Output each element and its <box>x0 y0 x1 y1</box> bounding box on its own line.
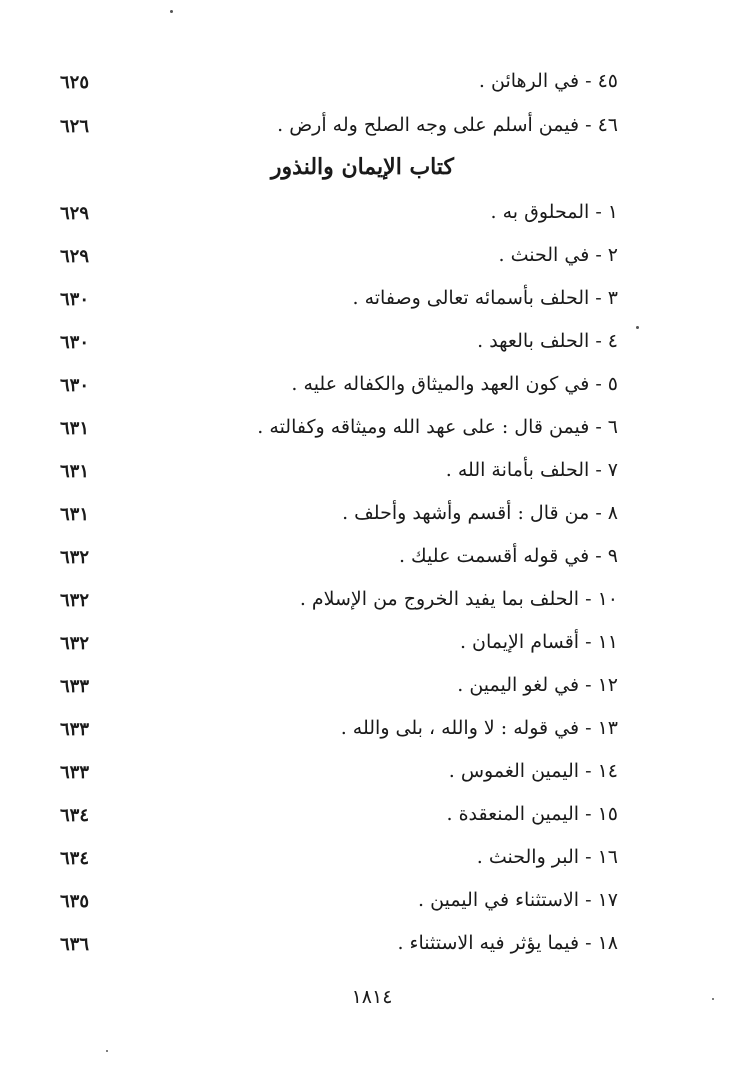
toc-entry-page-number: ٦٢٩ <box>60 246 90 267</box>
toc-entry <box>40 584 630 614</box>
print-speck <box>712 998 714 1000</box>
toc-entry-title: ٨ - من قال : أقسم وأشهد وأحلف . <box>342 502 618 524</box>
toc-entry-title: ٦ - فيمن قال : على عهد الله وميثاقه وكفالته . <box>257 416 618 438</box>
toc-entry-page-number: ٦٣٣ <box>60 762 90 783</box>
toc-entry-title: ٤٥ - في الرهائن . <box>478 70 618 92</box>
toc-entry-title: ٧ - الحلف بأمانة الله . <box>445 459 618 481</box>
toc-entry <box>40 541 630 571</box>
toc-entry-title: ٩ - في قوله أقسمت عليك . <box>398 545 618 567</box>
toc-entry <box>40 756 630 786</box>
toc-entry <box>40 240 630 270</box>
toc-entry-page-number: ٦٢٩ <box>60 203 90 224</box>
toc-entry <box>40 66 630 96</box>
toc-entry-title: ١٨ - فيما يؤثر فيه الاستثناء . <box>397 932 618 954</box>
toc-entry <box>40 283 630 313</box>
toc-entry <box>40 498 630 528</box>
toc-entry-title: ١٦ - البر والحنث . <box>476 846 618 868</box>
toc-entry-page-number: ٦٣٠ <box>60 289 90 310</box>
toc-entry <box>40 110 630 140</box>
toc-entry <box>40 885 630 915</box>
toc-entry-title: ١٧ - الاستثناء في اليمين . <box>418 889 618 911</box>
toc-entry <box>40 455 630 485</box>
toc-entry <box>40 799 630 829</box>
toc-entry <box>40 412 630 442</box>
folio-page-number: ١٨١٤ <box>351 986 393 1008</box>
toc-entry-page-number: ٦٣٥ <box>60 891 90 912</box>
toc-entry-page-number: ٦٣٢ <box>60 547 90 568</box>
section-heading: كتاب الإيمان والنذور <box>270 154 454 180</box>
toc-entry-title: ٤٦ - فيمن أسلم على وجه الصلح وله أرض . <box>277 114 618 136</box>
toc-entry-page-number: ٦٣٤ <box>60 848 90 869</box>
toc-entry-title: ١٣ - في قوله : لا والله ، بلى والله . <box>340 717 618 739</box>
toc-entry-page-number: ٦٣٣ <box>60 676 90 697</box>
toc-entry-title: ٢ - في الحنث . <box>498 244 618 266</box>
toc-entry-page-number: ٦٣٤ <box>60 805 90 826</box>
toc-entry-title: ٥ - في كون العهد والميثاق والكفاله عليه . <box>291 373 618 395</box>
toc-entry-page-number: ٦٣٣ <box>60 719 90 740</box>
toc-entry-title: ١٥ - اليمين المنعقدة . <box>446 803 618 825</box>
toc-entry-page-number: ٦٣٠ <box>60 375 90 396</box>
toc-entry <box>40 670 630 700</box>
toc-entry-title: ٣ - الحلف بأسمائه تعالى وصفاته . <box>352 287 618 309</box>
toc-entry-page-number: ٦٣٢ <box>60 590 90 611</box>
toc-entry-page-number: ٦٢٦ <box>60 116 90 137</box>
toc-entry <box>40 928 630 958</box>
toc-entry-title: ١٠ - الحلف بما يفيد الخروج من الإسلام . <box>299 588 618 610</box>
toc-entry-page-number: ٦٣٦ <box>60 934 90 955</box>
toc-entry <box>40 627 630 657</box>
toc-entry-page-number: ٦٣١ <box>60 461 90 482</box>
toc-entry-page-number: ٦٣٠ <box>60 332 90 353</box>
toc-entry-title: ٤ - الحلف بالعهد . <box>477 330 618 352</box>
toc-entry-title: ١٢ - في لغو اليمين . <box>457 674 618 696</box>
print-speck <box>636 326 639 329</box>
toc-entry-page-number: ٦٣٢ <box>60 633 90 654</box>
toc-entry <box>40 197 630 227</box>
print-speck <box>170 10 173 13</box>
toc-entry <box>40 369 630 399</box>
toc-entry <box>40 842 630 872</box>
toc-entry-title: ١١ - أقسام الإيمان . <box>459 631 618 653</box>
toc-entry <box>40 713 630 743</box>
toc-entry-page-number: ٦٢٥ <box>60 72 90 93</box>
toc-entry-page-number: ٦٣١ <box>60 504 90 525</box>
toc-entry-page-number: ٦٣١ <box>60 418 90 439</box>
print-speck <box>106 1050 108 1052</box>
toc-entry <box>40 326 630 356</box>
toc-entry-title: ١ - المحلوق به . <box>490 201 618 223</box>
toc-entry-title: ١٤ - اليمين الغموس . <box>448 760 618 782</box>
